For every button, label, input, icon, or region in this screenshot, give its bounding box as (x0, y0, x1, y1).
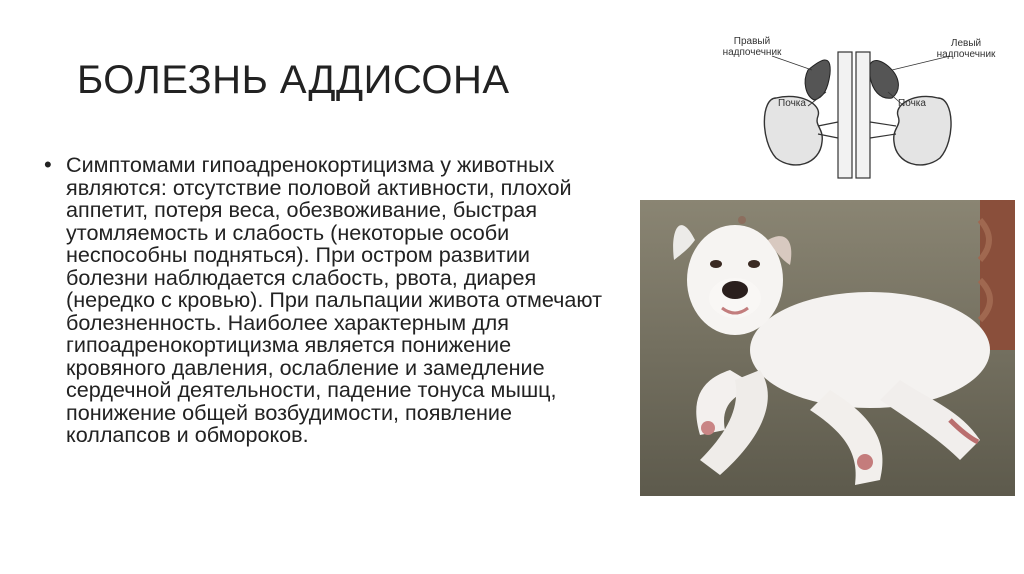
kidney-label-right: Почка (898, 98, 926, 109)
left-adrenal-label: Левый надпочечник (936, 38, 996, 60)
right-adrenal-label: Правый надпочечник (722, 36, 782, 58)
dog-eye-right (748, 260, 760, 268)
bullet-marker: • (44, 152, 52, 177)
kidney-label-left: Почка (778, 98, 806, 109)
aorta-vessel (838, 52, 852, 178)
dog-eye-left (710, 260, 722, 268)
dog-photo (640, 200, 1015, 496)
dog-body (750, 292, 990, 408)
dog-nose (722, 281, 748, 299)
dog-photo-illustration (640, 200, 1015, 496)
vena-cava-vessel (856, 52, 870, 178)
slide-title: БОЛЕЗНЬ АДДИСОНА (77, 58, 510, 102)
adrenal-anatomy-diagram (716, 30, 1006, 180)
right-adrenal-shape (805, 60, 830, 100)
left-adrenal-shape (869, 61, 898, 99)
bullet-list (44, 154, 614, 447)
bullet-text: Симптомами гипоадренокортицизма у животных являются: отсутствие половой активности, плохой аппетит, потеря веса, обезвоживание, быстрая утомляемость и слабость (некоторые особи неспособны подняться). При остром развитии болезни наблюдается слабость, рвота, диарея (нередко с кровью). При пальпации живота отмечают болезненность. Наиболее характерным для гипоадренокортицизма является понижение кровяного давления, ослабление и замедление сердечной деятельности, падение тонуса мышц, понижение общей возбудимости, появление коллапсов и обмороков. (66, 152, 603, 447)
